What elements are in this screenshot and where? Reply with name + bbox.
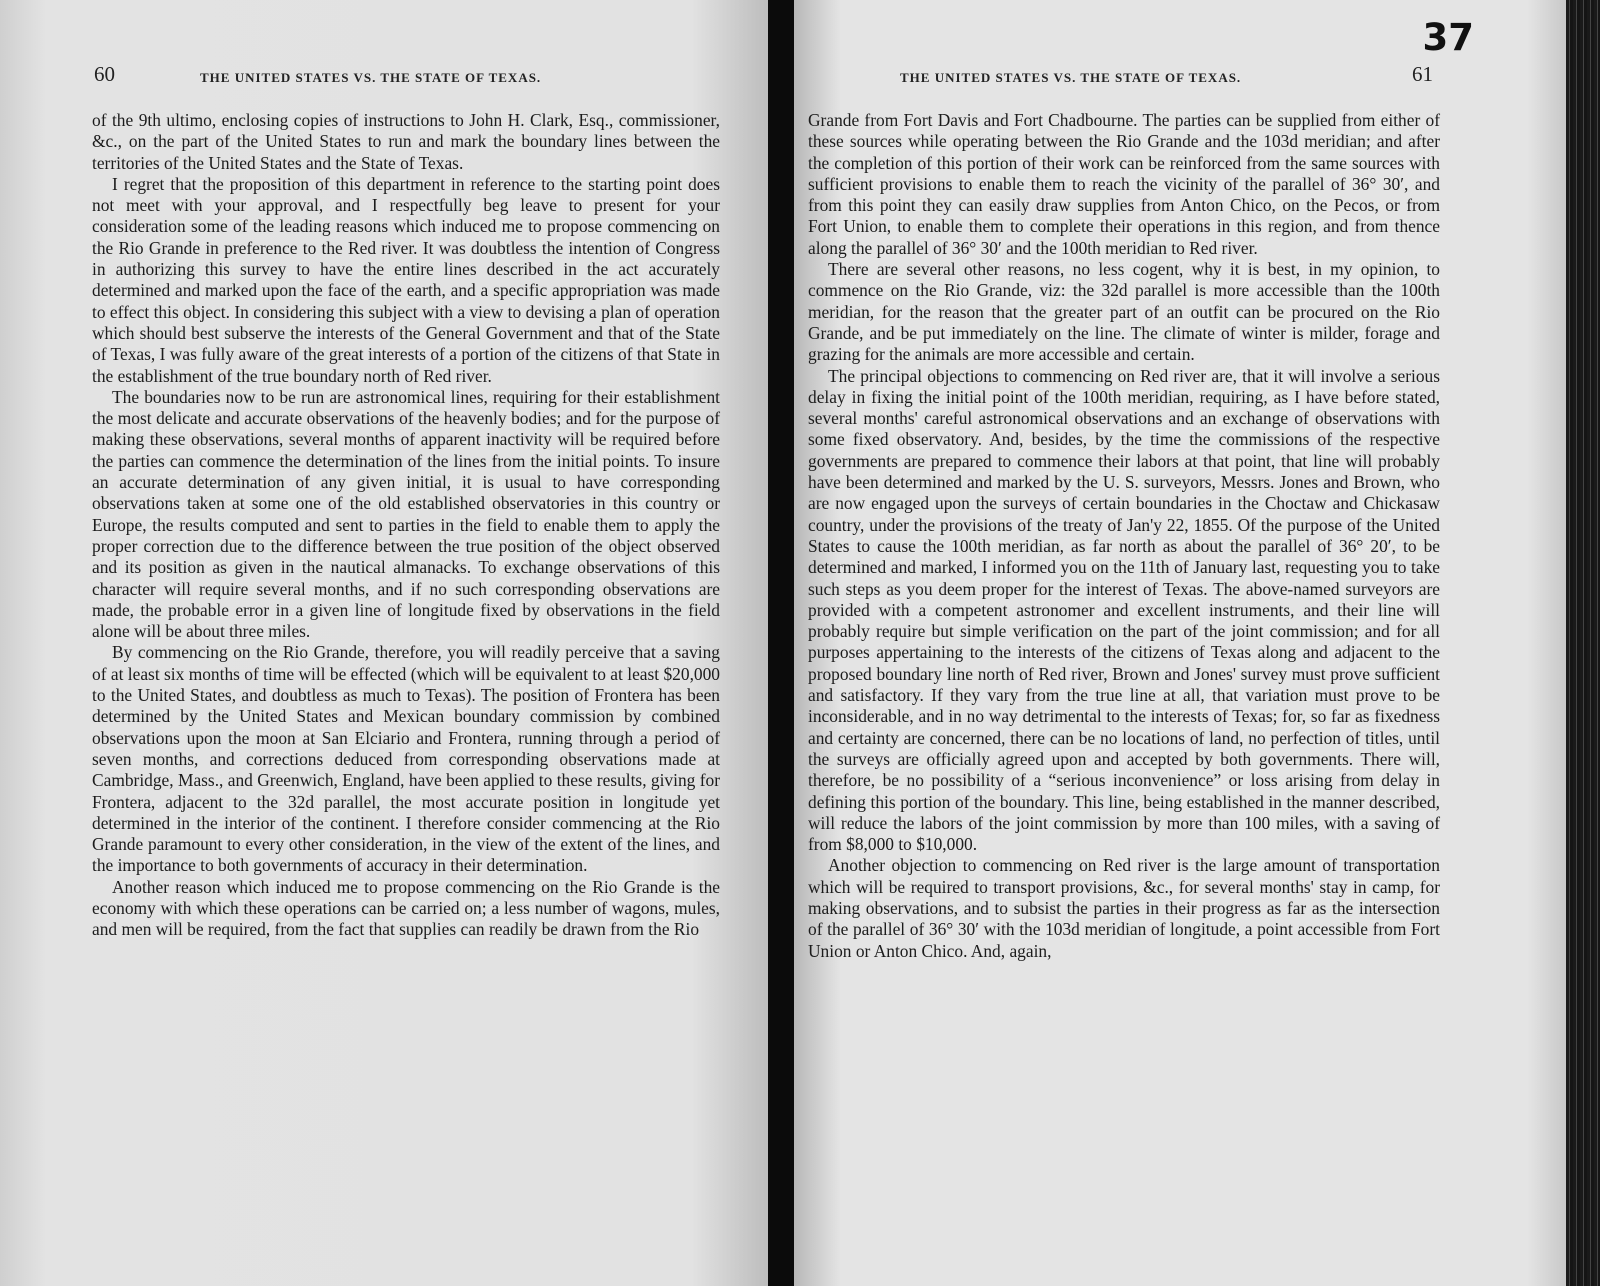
right-paragraph-1: Grande from Fort Davis and Fort Chadbourne. The parties can be supplied from either of these sources while operating between the Rio Grande and the 103d meridian; and after the completion of this portion of their work can be reinforced from the same sources with sufficient provisions to enable them to reach the vicinity of the parallel of 36° 30′, and from this point they can easily draw supplies from Anton Chico, on the Pecos, or from Fort Union, to enable them to complete their operations in this region, and from thence along the parallel of 36° 30′ and the 100th meridian to Red river. [808, 110, 1440, 258]
left-page-number: 60 [94, 62, 115, 86]
left-page-body [92, 110, 720, 941]
right-paragraph-3: The principal objections to commencing on Red river are, that it will involve a serious delay in fixing the initial point of the 100th meridian, requiring, as I have before stated, several months' careful astronomical observations and an exchange of observations with some fixed observatory. And, besides, by the time the commissions of the respective governments are prepared to commence their labors at that point, that line will probably have been determined and marked by the U. S. surveyors, Messrs. Jones and Brown, who are now engaged upon the surveys of certain boundaries in the Choctaw and Chickasaw country, under the provisions of the treaty of Jan'y 22, 1855. Of the purpose of the United States to cause the 100th meridian, as far north as about the parallel of 36° 20′, to be determined and marked, I informed you on the 11th of January last, requesting you to take such steps as you deem proper for the interest of Texas. The above-named surveyors are provided with a competent astronomer and excellent instruments, and their line will probably require but simple verification on the part of the joint commission; and for all purposes appertaining to the interests of the citizens of Texas along and adjacent to the proposed boundary line north of Red river, Brown and Jones' survey must prove sufficient and satisfactory. If they vary from the true line at all, that variation must prove to be inconsiderable, and in no way detrimental to the interests of Texas; for, so far as fixedness and certainty are concerned, there can be no locations of land, no perfection of titles, until the surveys are officially agreed upon and accepted by both governments. There will, therefore, be no possibility of a “serious inconvenience” or loss arising from delay in defining this portion of the boundary. This line, being established in the manner described, will reduce the labors of the joint commission by more than 100 miles, with a saving of from $8,000 to $10,000. [808, 365, 1440, 855]
book-gutter [768, 0, 794, 1286]
right-page-body [808, 110, 1440, 962]
left-paragraph-3: The boundaries now to be run are astronomical lines, requiring for their establishment the most delicate and accurate observations of the heavenly bodies; and for the purpose of making these observations, several months of apparent inactivity will be required before the parties can commence the determination of the lines from the initial points. To insure an accurate determination of any given initial, it is usual to have corresponding observations taken at some one of the old established observatories in this country or Europe, the results computed and sent to parties in the field to enable them to apply the proper correction due to the difference between the true position of the object observed and its position as given in the nautical almanacks. To exchange observations of this character will require several months, and if no such corresponding observations are made, the probable error in a given line of longitude fixed by observations in the field alone will be about three miles. [92, 386, 720, 642]
left-paragraph-2: I regret that the proposition of this department in reference to the starting point does not meet with your approval, and I respectfully beg leave to present for your consideration some of the leading reasons which induced me to propose commencing on the Rio Grande in preference to the Red river. It was doubtless the intention of Congress in authorizing this survey to have the entire lines described in the act accurately determined and marked upon the face of the earth, and a specific appropriation was made to effect this object. In considering this subject with a view to devising a plan of operation which should best subserve the interests of the General Government and that of the State of Texas, I was fully aware of the great interests of a portion of the citizens of that State in the establishment of the true boundary north of Red river. [92, 173, 720, 386]
right-running-head: THE UNITED STATES VS. THE STATE OF TEXAS. [900, 70, 1242, 85]
left-running-head: THE UNITED STATES VS. THE STATE OF TEXAS. [200, 70, 542, 85]
right-page [794, 0, 1566, 1286]
right-paragraph-2: There are several other reasons, no less cogent, why it is best, in my opinion, to commence on the Rio Grande, viz: the 32d parallel is more accessible than the 100th meridian, for the reason that the greater part of an outfit can be procured on the Rio Grande, and be put immediately on the line. The climate of winter is milder, forage and grazing for the animals are more accessible and certain. [808, 259, 1440, 365]
left-paragraph-5: Another reason which induced me to propose commencing on the Rio Grande is the economy with which these operations can be carried on; a less number of wagons, mules, and men will be required, from the fact that supplies can readily be drawn from the Rio [92, 876, 720, 940]
right-paragraph-4: Another objection to commencing on Red river is the large amount of transportation which will be required to transport provisions, &c., for several months' stay in camp, for making observations, and to subsist the parties in their progress as far as the intersection of the parallel of 36° 30′ with the 103d meridian of longitude, a point accessible from Fort Union or Anton Chico. And, again, [808, 855, 1440, 961]
right-page-number: 61 [1412, 62, 1433, 86]
left-paragraph-1: of the 9th ultimo, enclosing copies of instructions to John H. Clark, Esq., commissioner, &c., on the part of the United States to run and mark the boundary lines between the territories of the United States and the State of Texas. [92, 110, 720, 173]
archive-stamp-number: 37 [1422, 16, 1474, 59]
page-edges [1566, 0, 1600, 1286]
left-paragraph-4: By commencing on the Rio Grande, therefore, you will readily perceive that a saving of at least six months of time will be effected (which will be equivalent to at least $20,000 to the United States, and doubtless as much to Texas). The position of Frontera has been determined by the United States and Mexican boundary commission by combined observations upon the moon at San Elciario and Frontera, running through a period of seven months, and corrections deduced from corresponding observations made at Cambridge, Mass., and Greenwich, England, have been applied to these results, giving for Frontera, adjacent to the 32d parallel, the most accurate position in longitude yet determined in the interior of the continent. I therefore consider commencing at the Rio Grande paramount to every other consideration, in the view of the extent of the lines, and the importance to both governments of accuracy in their determination. [92, 642, 720, 876]
left-page [0, 0, 768, 1286]
